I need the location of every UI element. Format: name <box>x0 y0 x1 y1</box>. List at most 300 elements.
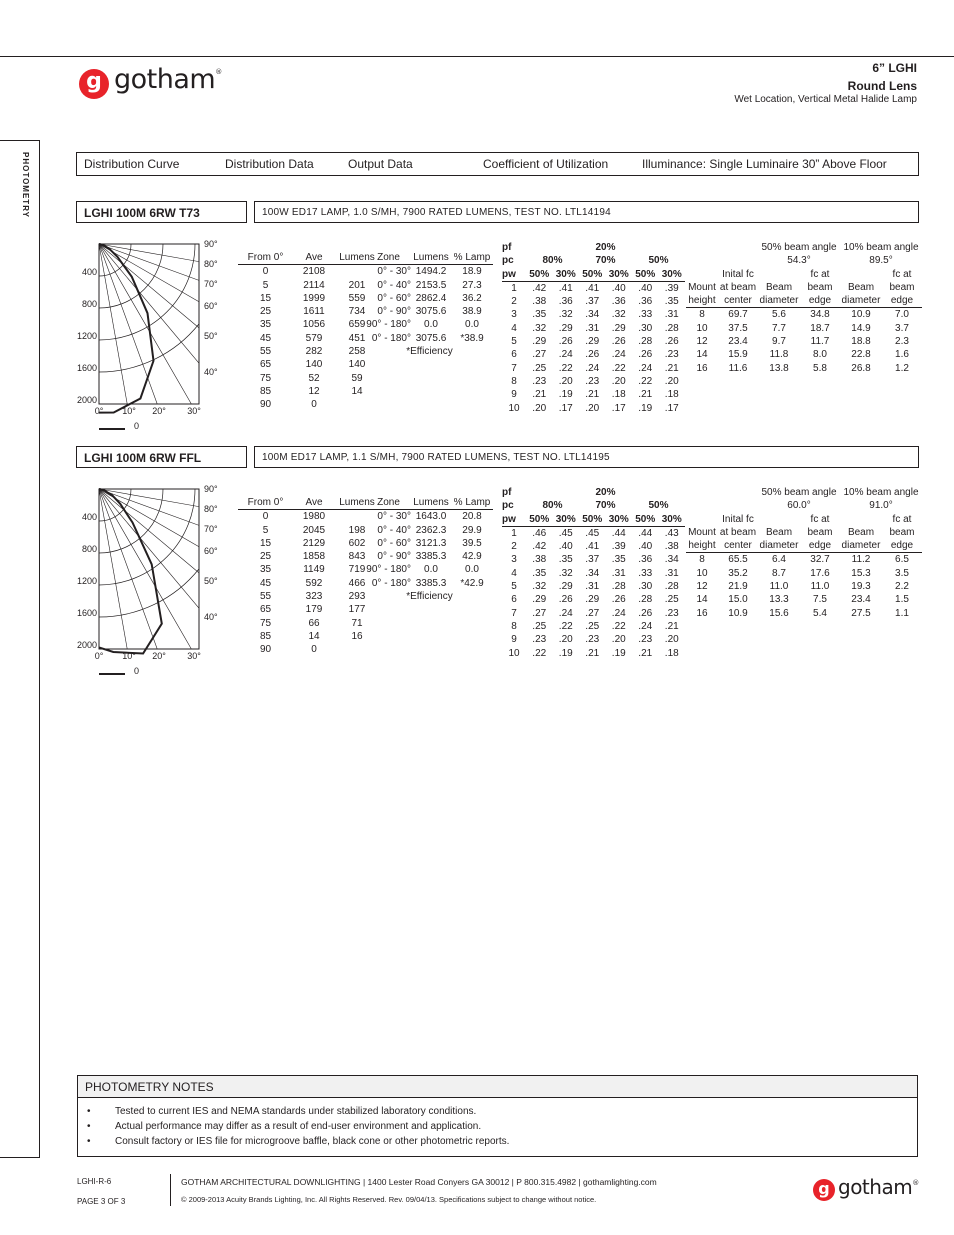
table-cell: .26 <box>638 607 653 619</box>
table-cell: 26.8 <box>851 362 871 374</box>
table-cell: *38.9 <box>460 332 484 344</box>
table-row <box>502 526 685 540</box>
table-cell: 2114 <box>303 279 325 291</box>
table-cell: .39 <box>611 541 626 553</box>
table-cell: .38 <box>532 296 547 308</box>
table-cell: .31 <box>664 567 679 579</box>
table-cell: 85 <box>259 630 272 642</box>
notes-title: PHOTOMETRY NOTES <box>78 1076 917 1098</box>
table-row <box>238 550 379 563</box>
beam-angle-title-row <box>686 241 922 254</box>
table-cell: 35.2 <box>728 567 748 579</box>
table-cell: 0 <box>262 511 269 523</box>
table-row <box>366 332 493 345</box>
table-cell: 1 <box>511 282 517 294</box>
curve-frame <box>99 489 199 649</box>
table-row <box>238 279 379 292</box>
angle-label: 40° <box>204 612 218 622</box>
table-cell: 90° - 180° <box>366 564 411 576</box>
table-row <box>502 540 685 553</box>
table-cell: 9 <box>511 634 517 646</box>
table-cell: 55 <box>259 591 272 603</box>
table-cell: 25 <box>259 306 272 318</box>
table-cell: 65 <box>259 604 272 616</box>
table-cell: 14 <box>696 349 708 361</box>
table-cell: .36 <box>638 296 653 308</box>
table-cell: .27 <box>585 607 600 619</box>
cu-pf-row <box>502 241 685 254</box>
table-cell: .23 <box>585 634 600 646</box>
table-cell: .22 <box>558 362 573 374</box>
table-cell: .29 <box>558 322 573 334</box>
table-cell: beam <box>807 526 833 538</box>
sidebar-top-rule <box>0 140 40 141</box>
table-row <box>238 265 379 279</box>
illum-header-row <box>686 281 922 294</box>
illum-header-row <box>686 526 922 539</box>
table-row <box>502 295 685 308</box>
table-row <box>238 537 379 550</box>
table-header-row <box>366 251 493 265</box>
table-cell: 579 <box>305 332 323 344</box>
table-cell: .20 <box>664 375 679 387</box>
table-cell: .28 <box>638 336 653 348</box>
table-cell: 15.6 <box>769 607 789 619</box>
table-cell: .41 <box>585 541 600 553</box>
table-cell: .35 <box>532 309 547 321</box>
table-cell: fc at <box>892 513 912 525</box>
table-cell: 69.7 <box>728 309 748 321</box>
footer-divider <box>170 1174 171 1206</box>
table-row <box>502 362 685 375</box>
table-cell: 65 <box>259 359 272 371</box>
table-cell: 0.0 <box>424 319 438 331</box>
table-row <box>238 510 379 524</box>
table-cell <box>758 268 800 281</box>
table-cell: .34 <box>585 309 600 321</box>
table-cell: 85 <box>259 385 272 397</box>
table-cell: 1.1 <box>895 607 909 619</box>
table-cell: .28 <box>638 594 653 606</box>
brand-wordmark <box>114 64 222 95</box>
table-cell: .33 <box>638 567 653 579</box>
table-cell: 15.3 <box>851 567 871 579</box>
table-cell <box>758 513 800 526</box>
table-cell: .42 <box>532 541 547 553</box>
table-cell: 30% <box>606 268 633 282</box>
table-row <box>238 590 379 603</box>
angle-ray <box>99 489 199 608</box>
table-cell: .22 <box>611 620 626 632</box>
table-row <box>686 607 922 620</box>
table-cell: 35 <box>259 564 272 576</box>
table-cell: 0.0 <box>424 564 438 576</box>
table-cell: Beam <box>847 526 875 538</box>
table-cell: 2 <box>511 541 517 553</box>
table-cell: 45 <box>259 577 272 589</box>
candela-label: 1200 <box>76 331 97 341</box>
table-cell: 5.8 <box>813 362 827 374</box>
table-cell: diameter <box>759 540 799 552</box>
table-cell: pf <box>502 242 512 253</box>
table-row <box>238 332 379 345</box>
candela-label: 2000 <box>76 395 97 405</box>
table-cell: .30 <box>638 581 653 593</box>
table-cell: 1980 <box>302 511 326 523</box>
table-cell: .28 <box>664 581 679 593</box>
table-row <box>366 577 493 590</box>
table-row <box>502 580 685 593</box>
table-row <box>238 630 379 643</box>
table-row <box>366 305 493 318</box>
table-cell: 179 <box>305 604 323 616</box>
table-cell: .28 <box>664 322 679 334</box>
table-cell: .23 <box>532 375 547 387</box>
table-cell: .40 <box>611 282 626 294</box>
table-cell: 11.0 <box>769 581 789 593</box>
table-cell: .31 <box>611 567 626 579</box>
table-cell: .22 <box>532 647 547 659</box>
table-cell: .18 <box>611 389 626 401</box>
table-row <box>238 372 379 385</box>
table-cell: 1.6 <box>895 349 909 361</box>
table-cell: 451 <box>348 332 366 344</box>
bottom-angle-label: 30° <box>187 406 201 416</box>
table-cell: Beam <box>765 281 793 293</box>
table-cell: .30 <box>638 322 653 334</box>
table-cell: 29.9 <box>462 524 482 536</box>
product-code-box: LGHI 100M 6RW T73 <box>76 201 247 223</box>
table-cell: 21.9 <box>728 581 748 593</box>
table-cell: 3075.6 <box>415 332 447 344</box>
table-row <box>238 577 379 590</box>
table-row <box>502 620 685 633</box>
table-cell: 5 <box>511 336 517 348</box>
table-cell: beam <box>889 526 915 538</box>
table-cell: 0° - 60° <box>377 537 411 549</box>
table-cell: .26 <box>664 336 679 348</box>
table-cell: 50% <box>579 268 606 282</box>
table-cell: diameter <box>759 295 799 307</box>
table-cell: 201 <box>348 279 366 291</box>
table-cell: 27.5 <box>851 607 871 619</box>
table-cell: 20% <box>595 487 616 498</box>
table-cell: .23 <box>638 634 653 646</box>
efficiency-footnote: *Efficiency <box>406 346 453 358</box>
table-row <box>502 647 685 660</box>
table-cell: .40 <box>638 541 653 553</box>
table-cell: 719 <box>348 564 366 576</box>
table-cell: .24 <box>611 349 626 361</box>
table-cell: 0° - 30° <box>377 266 411 278</box>
table-row <box>502 388 685 401</box>
table-cell: 6.4 <box>772 554 786 566</box>
table-cell: 14 <box>308 630 320 642</box>
table-cell: .24 <box>638 620 653 632</box>
table-cell: pf <box>502 487 512 498</box>
angle-label: 50° <box>204 576 218 586</box>
table-cell: 27.3 <box>462 279 482 291</box>
table-cell: .18 <box>664 647 679 659</box>
table-cell: 8 <box>511 620 517 632</box>
candela-curve <box>99 489 162 654</box>
table-cell: 7.0 <box>895 309 909 321</box>
table-cell: .24 <box>638 362 653 374</box>
table-cell: 2108 <box>302 266 326 278</box>
table-cell: .18 <box>664 389 679 401</box>
table-cell: *42.9 <box>460 577 484 589</box>
table-cell: .35 <box>611 554 626 566</box>
angle-label: 70° <box>204 524 218 534</box>
table-cell: 75 <box>259 617 272 629</box>
table-header-row <box>238 496 379 510</box>
table-cell: .41 <box>558 282 573 294</box>
table-cell: 11.8 <box>769 349 789 361</box>
table-cell: 5 <box>262 279 269 291</box>
table-cell: 1858 <box>302 551 326 563</box>
table-row <box>686 348 922 361</box>
table-cell: .29 <box>558 581 573 593</box>
candela-label: 400 <box>81 512 97 522</box>
table-cell: 9 <box>511 389 517 401</box>
table-cell: .23 <box>532 634 547 646</box>
lamp-spec-box: 100M ED17 LAMP, 1.1 S/MH, 7900 RATED LUMENS, TEST NO. LTL14195 <box>254 446 919 468</box>
table-cell: 843 <box>348 551 366 563</box>
table-cell: 14 <box>351 385 363 397</box>
table-cell: .22 <box>638 375 653 387</box>
illuminance-table <box>686 241 922 375</box>
table-row <box>238 305 379 318</box>
table-cell: Beam <box>847 281 875 293</box>
table-cell: 18.7 <box>810 322 830 334</box>
table-cell: 1149 <box>303 564 325 576</box>
table-cell <box>335 643 379 656</box>
table-row <box>502 335 685 348</box>
table-row <box>238 398 379 411</box>
table-cell: 8 <box>511 375 517 387</box>
table-row <box>366 279 493 292</box>
table-cell: .24 <box>585 362 600 374</box>
illum-header-row <box>686 268 922 281</box>
nav-coefficient-utilization[interactable]: Coefficient of Utilization <box>483 157 609 171</box>
efficiency-footnote: *Efficiency <box>406 591 453 603</box>
table-cell: 2045 <box>302 524 326 536</box>
angle-label: 80° <box>204 504 218 514</box>
table-cell: .44 <box>638 527 653 539</box>
table-cell: 30% <box>659 513 686 527</box>
note-item: • Tested to current IES and NEMA standards under stabilized laboratory conditions. <box>87 1104 917 1119</box>
nav-output-data[interactable]: Output Data <box>348 157 413 171</box>
table-row <box>366 563 493 576</box>
table-cell: .24 <box>558 607 573 619</box>
table-cell: .20 <box>585 402 600 414</box>
table-cell: .21 <box>638 647 653 659</box>
table-cell: .32 <box>532 581 547 593</box>
table-cell: 30% <box>606 513 633 527</box>
table-cell: 0° - 40° <box>377 279 411 291</box>
table-cell: 10 <box>508 402 520 414</box>
table-cell: .32 <box>532 322 547 334</box>
table-cell: Mount <box>688 526 716 538</box>
table-cell: .40 <box>638 282 653 294</box>
cu-pw-row <box>502 268 685 282</box>
table-cell: 140 <box>305 359 323 371</box>
table-cell <box>686 268 718 281</box>
table-cell: 50% <box>526 268 553 282</box>
brand-name: gotham <box>114 64 216 95</box>
table-cell: height <box>686 294 718 308</box>
table-cell: 602 <box>348 537 366 549</box>
table-cell: 7 <box>511 607 517 619</box>
table-cell: .25 <box>532 620 547 632</box>
cu-pw-row <box>502 513 685 527</box>
product-description: Wet Location, Vertical Metal Halide Lamp <box>734 94 917 105</box>
table-cell: 1.5 <box>895 594 909 606</box>
table-cell: 6 <box>511 594 517 606</box>
table-cell: 54.3° <box>787 255 811 267</box>
angle-label: 70° <box>204 279 218 289</box>
table-cell: .32 <box>558 309 573 321</box>
table-cell: 19.3 <box>851 581 871 593</box>
table-cell: .21 <box>664 620 679 632</box>
table-cell: 50% beam angle <box>761 487 837 498</box>
table-cell: 1494.2 <box>415 266 447 278</box>
table-cell: 90 <box>259 644 272 656</box>
table-cell: 14 <box>696 594 708 606</box>
bottom-angle-label: 0° <box>94 651 104 661</box>
table-cell: 293 <box>348 591 366 603</box>
table-cell: 12 <box>308 385 320 397</box>
table-cell: .22 <box>558 620 573 632</box>
table-cell: at beam <box>719 281 757 293</box>
table-cell: 11.7 <box>810 336 830 348</box>
table-cell <box>686 486 758 499</box>
table-cell: 17.6 <box>810 567 830 579</box>
section-nav <box>76 152 919 176</box>
table-cell: 559 <box>348 292 366 304</box>
table-cell <box>686 241 758 254</box>
table-cell: 65.5 <box>728 554 748 566</box>
table-cell: .24 <box>611 607 626 619</box>
table-cell: 3 <box>511 309 517 321</box>
footer-brand-wordmark <box>838 1175 919 1199</box>
notes-list <box>78 1098 917 1149</box>
table-cell: 59 <box>351 372 363 384</box>
candela-label: 800 <box>81 299 97 309</box>
table-cell: 0.0 <box>465 564 479 576</box>
table-cell: 1.2 <box>895 362 909 374</box>
table-cell: 23.4 <box>728 336 748 348</box>
table-cell: Lumens <box>335 496 379 510</box>
table-cell: .17 <box>664 402 679 414</box>
table-cell: 91.0° <box>869 500 893 512</box>
table-cell: fc at <box>892 268 912 280</box>
table-cell: .42 <box>532 282 547 294</box>
table-cell: 15.0 <box>728 594 748 606</box>
table-cell: .20 <box>532 402 547 414</box>
table-cell: 90° - 180° <box>366 319 411 331</box>
table-cell: .20 <box>558 634 573 646</box>
table-cell: .25 <box>664 594 679 606</box>
table-cell: 16 <box>696 362 708 374</box>
table-cell: 5.6 <box>772 309 786 321</box>
table-cell <box>840 513 882 526</box>
nav-illuminance[interactable]: Illuminance: Single Luminaire 30” Above Floor <box>642 157 887 171</box>
table-row <box>366 345 493 358</box>
table-cell: .26 <box>611 336 626 348</box>
footer-left-rule <box>0 1157 40 1158</box>
table-cell: pc <box>502 500 514 512</box>
table-row <box>502 607 685 620</box>
table-cell: .37 <box>585 554 600 566</box>
table-cell: 1999 <box>302 292 326 304</box>
top-rule <box>0 56 954 57</box>
table-cell: 5 <box>262 524 269 536</box>
nav-distribution-data[interactable]: Distribution Data <box>225 157 314 171</box>
table-cell: 592 <box>305 577 323 589</box>
table-cell: 7 <box>511 362 517 374</box>
table-row <box>238 385 379 398</box>
table-cell: 10% beam angle <box>843 487 919 498</box>
table-row <box>366 318 493 331</box>
table-row <box>502 375 685 388</box>
beam-angle-value-row <box>686 254 922 267</box>
table-cell: 1643.0 <box>415 511 447 523</box>
bottom-angle-label: 20° <box>152 651 166 661</box>
bottom-angle-label: 10° <box>122 406 136 416</box>
table-cell: 4 <box>511 567 517 579</box>
table-cell <box>335 398 379 411</box>
bottom-angle-label: 0° <box>94 406 104 416</box>
table-cell: .21 <box>664 362 679 374</box>
table-row <box>502 633 685 646</box>
table-cell: .21 <box>638 389 653 401</box>
table-cell: .19 <box>611 647 626 659</box>
table-cell: 4 <box>511 322 517 334</box>
table-cell: 11.0 <box>810 581 830 593</box>
nav-distribution-curve[interactable]: Distribution Curve <box>84 157 180 171</box>
table-cell: 36.2 <box>462 292 482 304</box>
table-cell: .28 <box>611 581 626 593</box>
table-cell: .21 <box>585 647 600 659</box>
table-cell: .21 <box>532 389 547 401</box>
table-row <box>366 524 493 537</box>
table-cell: 15 <box>259 292 272 304</box>
table-row <box>502 567 685 580</box>
table-cell: 50% <box>632 513 659 527</box>
table-cell: 13.3 <box>769 594 789 606</box>
beam-angle-value-row <box>686 499 922 512</box>
table-cell: 2.2 <box>895 581 909 593</box>
product-title: 6” LGHI <box>872 61 917 75</box>
table-cell: .26 <box>611 594 626 606</box>
table-header-row <box>366 496 493 510</box>
table-cell: 70% <box>595 500 616 512</box>
table-cell: 282 <box>305 346 323 358</box>
table-cell: 38.9 <box>462 306 482 318</box>
table-cell: 0° - 30° <box>377 511 411 523</box>
table-cell: 0° - 40° <box>377 524 411 536</box>
table-cell: 0° - 90° <box>377 551 411 563</box>
photometry-notes <box>77 1075 918 1157</box>
illum-header-row <box>686 294 922 308</box>
angle-label: 60° <box>204 301 218 311</box>
table-cell: .45 <box>585 527 600 539</box>
bottom-angle-label: 20° <box>152 406 166 416</box>
table-cell: % Lamp <box>451 251 493 265</box>
table-row <box>686 553 922 567</box>
table-cell: pw <box>502 268 526 282</box>
